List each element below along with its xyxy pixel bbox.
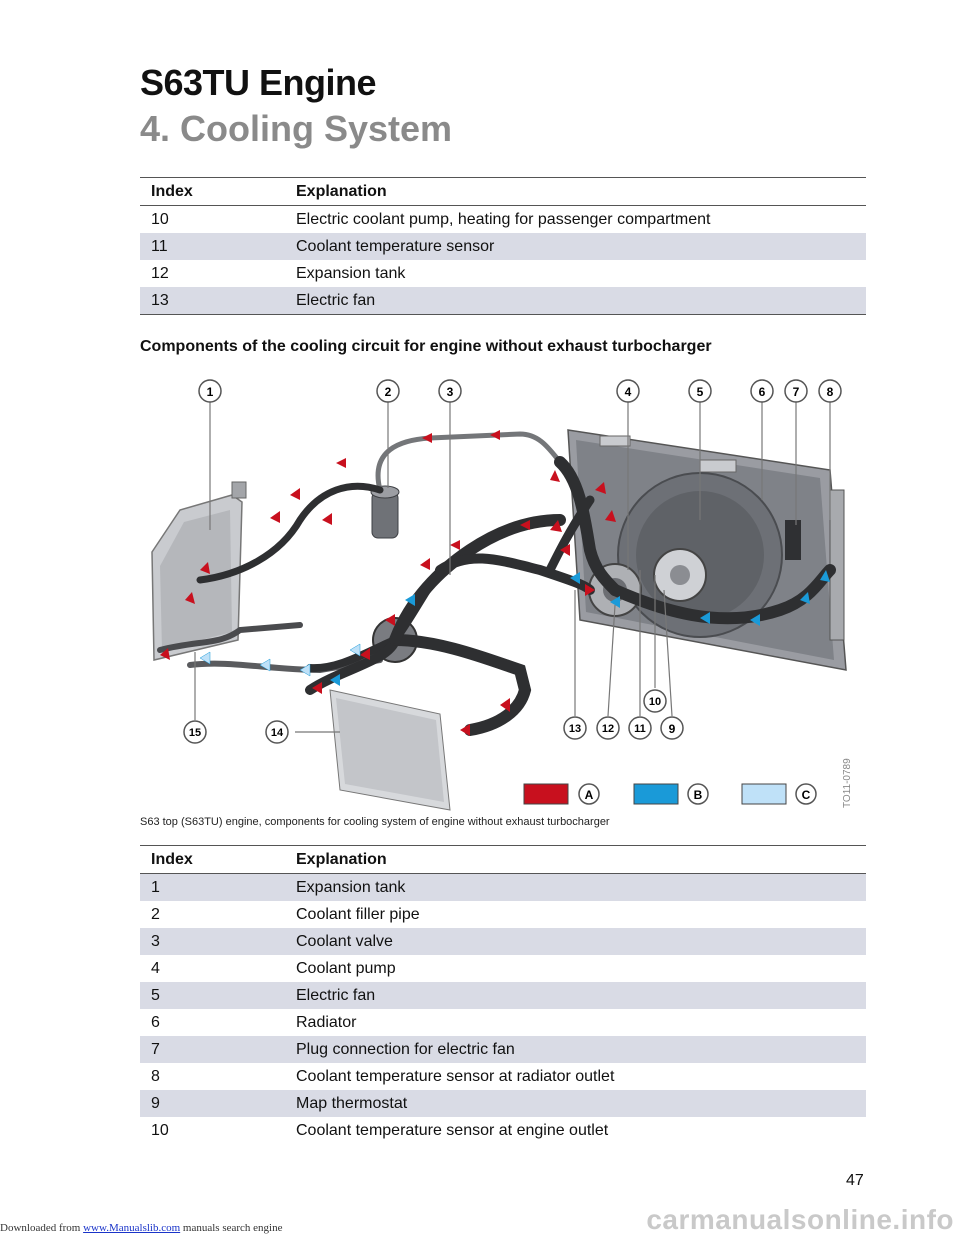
explanation-cell: Coolant filler pipe xyxy=(296,905,420,923)
index-cell: 12 xyxy=(151,264,169,282)
callout-2 xyxy=(377,380,399,402)
table-row xyxy=(140,260,866,287)
callout-3 xyxy=(439,380,461,402)
index-cell: 4 xyxy=(151,959,160,977)
table-row xyxy=(140,287,866,315)
callout-4 xyxy=(617,380,639,402)
svg-text:7: 7 xyxy=(792,385,800,399)
explanation-cell: Coolant temperature sensor at engine outlet xyxy=(296,1121,609,1139)
callout-5 xyxy=(689,380,711,402)
svg-text:A: A xyxy=(584,788,594,802)
legend-item-c xyxy=(742,784,816,804)
explanation-cell: Electric fan xyxy=(285,982,866,1009)
column-header-explanation: Explanation xyxy=(285,846,866,874)
cooling-circuit-illustration xyxy=(140,370,866,815)
svg-text:14: 14 xyxy=(270,727,284,739)
page-number: 47 xyxy=(846,1172,864,1189)
svg-text:4: 4 xyxy=(624,385,632,399)
radiator-assembly xyxy=(568,430,846,670)
callout-6 xyxy=(751,380,773,402)
legend-item-b xyxy=(634,784,708,804)
explanation-cell: Coolant temperature sensor at radiator outlet xyxy=(296,1067,615,1085)
callout-9 xyxy=(661,717,683,739)
explanation-cell: Radiator xyxy=(296,1013,357,1031)
svg-text:12: 12 xyxy=(601,723,615,735)
callout-1 xyxy=(199,380,221,402)
table-row xyxy=(140,928,866,955)
footer-prefix: Downloaded from xyxy=(0,1222,84,1234)
index-cell: 6 xyxy=(151,1013,160,1031)
explanation-cell: Map thermostat xyxy=(285,1090,866,1117)
svg-text:8: 8 xyxy=(826,385,834,399)
column-header-index: Index xyxy=(140,846,285,874)
callout-15 xyxy=(184,721,206,743)
svg-text:3: 3 xyxy=(446,385,454,399)
section-subtitle: 4. Cooling System xyxy=(140,108,453,149)
svg-text:9: 9 xyxy=(668,722,676,736)
explanation-cell: Coolant pump xyxy=(296,959,396,977)
svg-text:1: 1 xyxy=(206,385,214,399)
footer-suffix: manuals search engine xyxy=(180,1222,283,1234)
column-header-explanation: Explanation xyxy=(285,178,866,206)
index-cell: 5 xyxy=(140,982,285,1009)
callout-14 xyxy=(266,721,288,743)
index-cell: 13 xyxy=(140,287,285,315)
svg-text:15: 15 xyxy=(188,727,202,739)
callout-7 xyxy=(785,380,807,402)
cooling-circuit-figure xyxy=(140,370,866,815)
flow-legend xyxy=(524,784,816,804)
svg-text:C: C xyxy=(801,788,811,802)
table-row xyxy=(140,1090,866,1117)
callout-12 xyxy=(597,717,619,739)
heater-core xyxy=(330,690,450,810)
explanation-cell: Expansion tank xyxy=(285,874,866,902)
index-cell: 10 xyxy=(151,210,169,228)
index-cell: 8 xyxy=(151,1067,160,1085)
svg-text:6: 6 xyxy=(758,385,766,399)
table-row xyxy=(140,955,866,982)
table-row xyxy=(140,874,866,902)
table-row xyxy=(140,1036,866,1063)
index-cell: 11 xyxy=(140,233,285,260)
figure-caption: S63 top (S63TU) engine, components for cooling system of engine without exhaust turbocharger xyxy=(140,816,610,828)
callout-11 xyxy=(629,717,651,739)
explanation-cell: Coolant temperature sensor xyxy=(285,233,866,260)
index-cell: 3 xyxy=(140,928,285,955)
index-cell: 10 xyxy=(151,1121,169,1139)
table-row xyxy=(140,1117,866,1144)
table-row xyxy=(140,1063,866,1090)
index-cell: 1 xyxy=(140,874,285,902)
callout-8 xyxy=(819,380,841,402)
callout-10 xyxy=(644,690,666,712)
index-table-1 xyxy=(140,177,866,315)
table-row xyxy=(140,206,866,234)
watermark: carmanualsonline.info xyxy=(646,1204,954,1235)
svg-text:11: 11 xyxy=(634,723,646,735)
coolant-filler-pipe xyxy=(371,486,399,538)
explanation-cell: Plug connection for electric fan xyxy=(285,1036,866,1063)
svg-text:5: 5 xyxy=(696,385,704,399)
download-footer xyxy=(0,1222,282,1234)
manualslib-link[interactable]: www.Manualslib.com xyxy=(83,1222,181,1234)
table-row xyxy=(140,1009,866,1036)
svg-text:B: B xyxy=(693,788,703,802)
legend-item-a xyxy=(524,784,599,804)
explanation-cell: Expansion tank xyxy=(296,264,406,282)
figure-code: TO11-0789 xyxy=(842,758,853,808)
table-row xyxy=(140,982,866,1009)
index-cell: 7 xyxy=(140,1036,285,1063)
section-heading: Components of the cooling circuit for engine without exhaust turbocharger xyxy=(140,338,712,355)
column-header-index: Index xyxy=(140,178,285,206)
svg-text:10: 10 xyxy=(648,696,662,708)
table-row xyxy=(140,901,866,928)
callout-13 xyxy=(564,717,586,739)
explanation-cell: Coolant valve xyxy=(285,928,866,955)
index-table-2 xyxy=(140,845,866,1144)
table-row xyxy=(140,233,866,260)
index-cell: 2 xyxy=(151,905,160,923)
explanation-cell: Electric fan xyxy=(285,287,866,315)
explanation-cell: Electric coolant pump, heating for passenger compartment xyxy=(296,210,711,228)
svg-text:2: 2 xyxy=(384,385,392,399)
index-cell: 9 xyxy=(140,1090,285,1117)
svg-text:13: 13 xyxy=(568,723,582,735)
page-title: S63TU Engine xyxy=(140,62,377,103)
